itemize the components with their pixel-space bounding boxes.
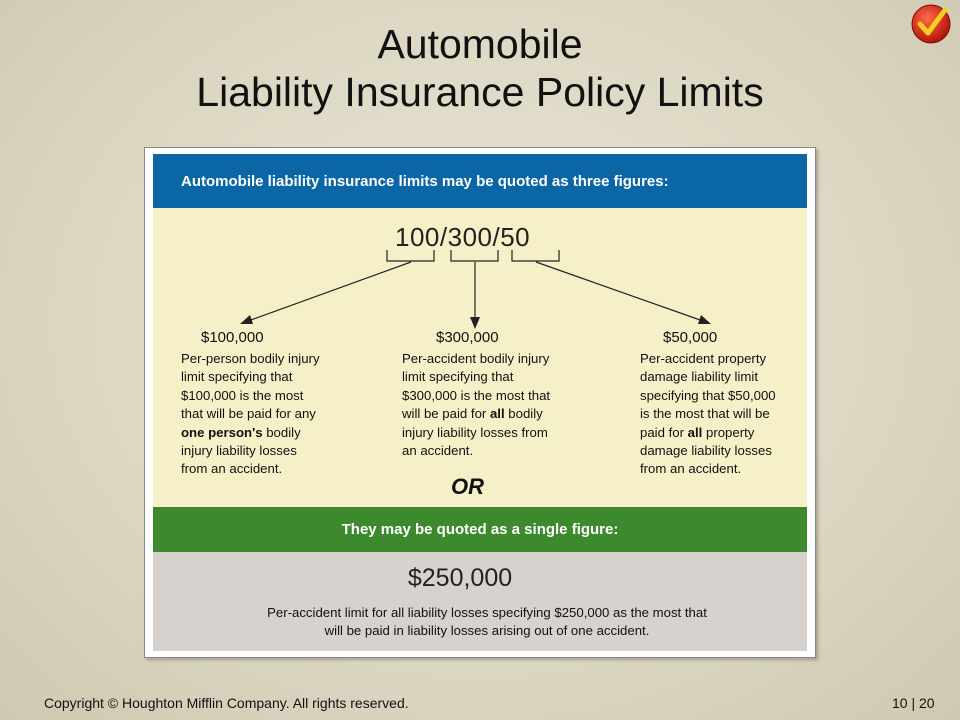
limit-desc-2: Per-accident bodily injury limit specifying that $300,000 is the most that will be paid for all bodily injury liability losses from an accident. xyxy=(402,351,551,459)
title-line-1: Automobile xyxy=(377,21,583,67)
diagram-frame xyxy=(144,147,816,658)
single-desc: Per-accident limit for all liability losses specifying $250,000 as the most that will be paid in liability losses arising out of one accident. xyxy=(267,605,707,638)
limit-formula: 100/300/50 xyxy=(395,222,531,252)
bracket-2 xyxy=(451,250,498,261)
title-line-2: Liability Insurance Policy Limits xyxy=(196,69,764,115)
limit-desc-3: Per-accident property damage liability limit specifying that $50,000 is the most that will be paid for all property damage liability losses from an accident. xyxy=(640,351,776,477)
arrowhead-1 xyxy=(240,315,253,324)
arrow-line-1 xyxy=(248,262,411,321)
header-bar: Automobile liability insurance limits may be quoted as three figures: xyxy=(153,154,807,208)
single-figure-bar: They may be quoted as a single figure: xyxy=(153,507,807,552)
page-number: 10 | 20 xyxy=(892,695,935,711)
limit-amount-2: $300,000 xyxy=(436,329,499,346)
checkmark-icon xyxy=(910,3,952,45)
bracket-3 xyxy=(512,250,559,261)
or-label: OR xyxy=(451,474,484,499)
arrowhead-3 xyxy=(698,315,711,324)
slide-title xyxy=(0,20,960,116)
limit-desc-1: Per-person bodily injury limit specifying that $100,000 is the most that will be paid for any one person's bodily injury liability losses from an accident. xyxy=(181,351,320,477)
bracket-1 xyxy=(387,250,434,261)
copyright-text: Copyright © Houghton Mifflin Company. All rights reserved. xyxy=(44,695,409,711)
limit-amount-1: $100,000 xyxy=(201,329,264,346)
arrow-line-3 xyxy=(536,262,703,321)
limit-amount-3: $50,000 xyxy=(663,329,718,346)
diagram-panel xyxy=(153,154,807,651)
single-amount: $250,000 xyxy=(407,564,513,592)
arrowhead-2 xyxy=(470,317,480,329)
